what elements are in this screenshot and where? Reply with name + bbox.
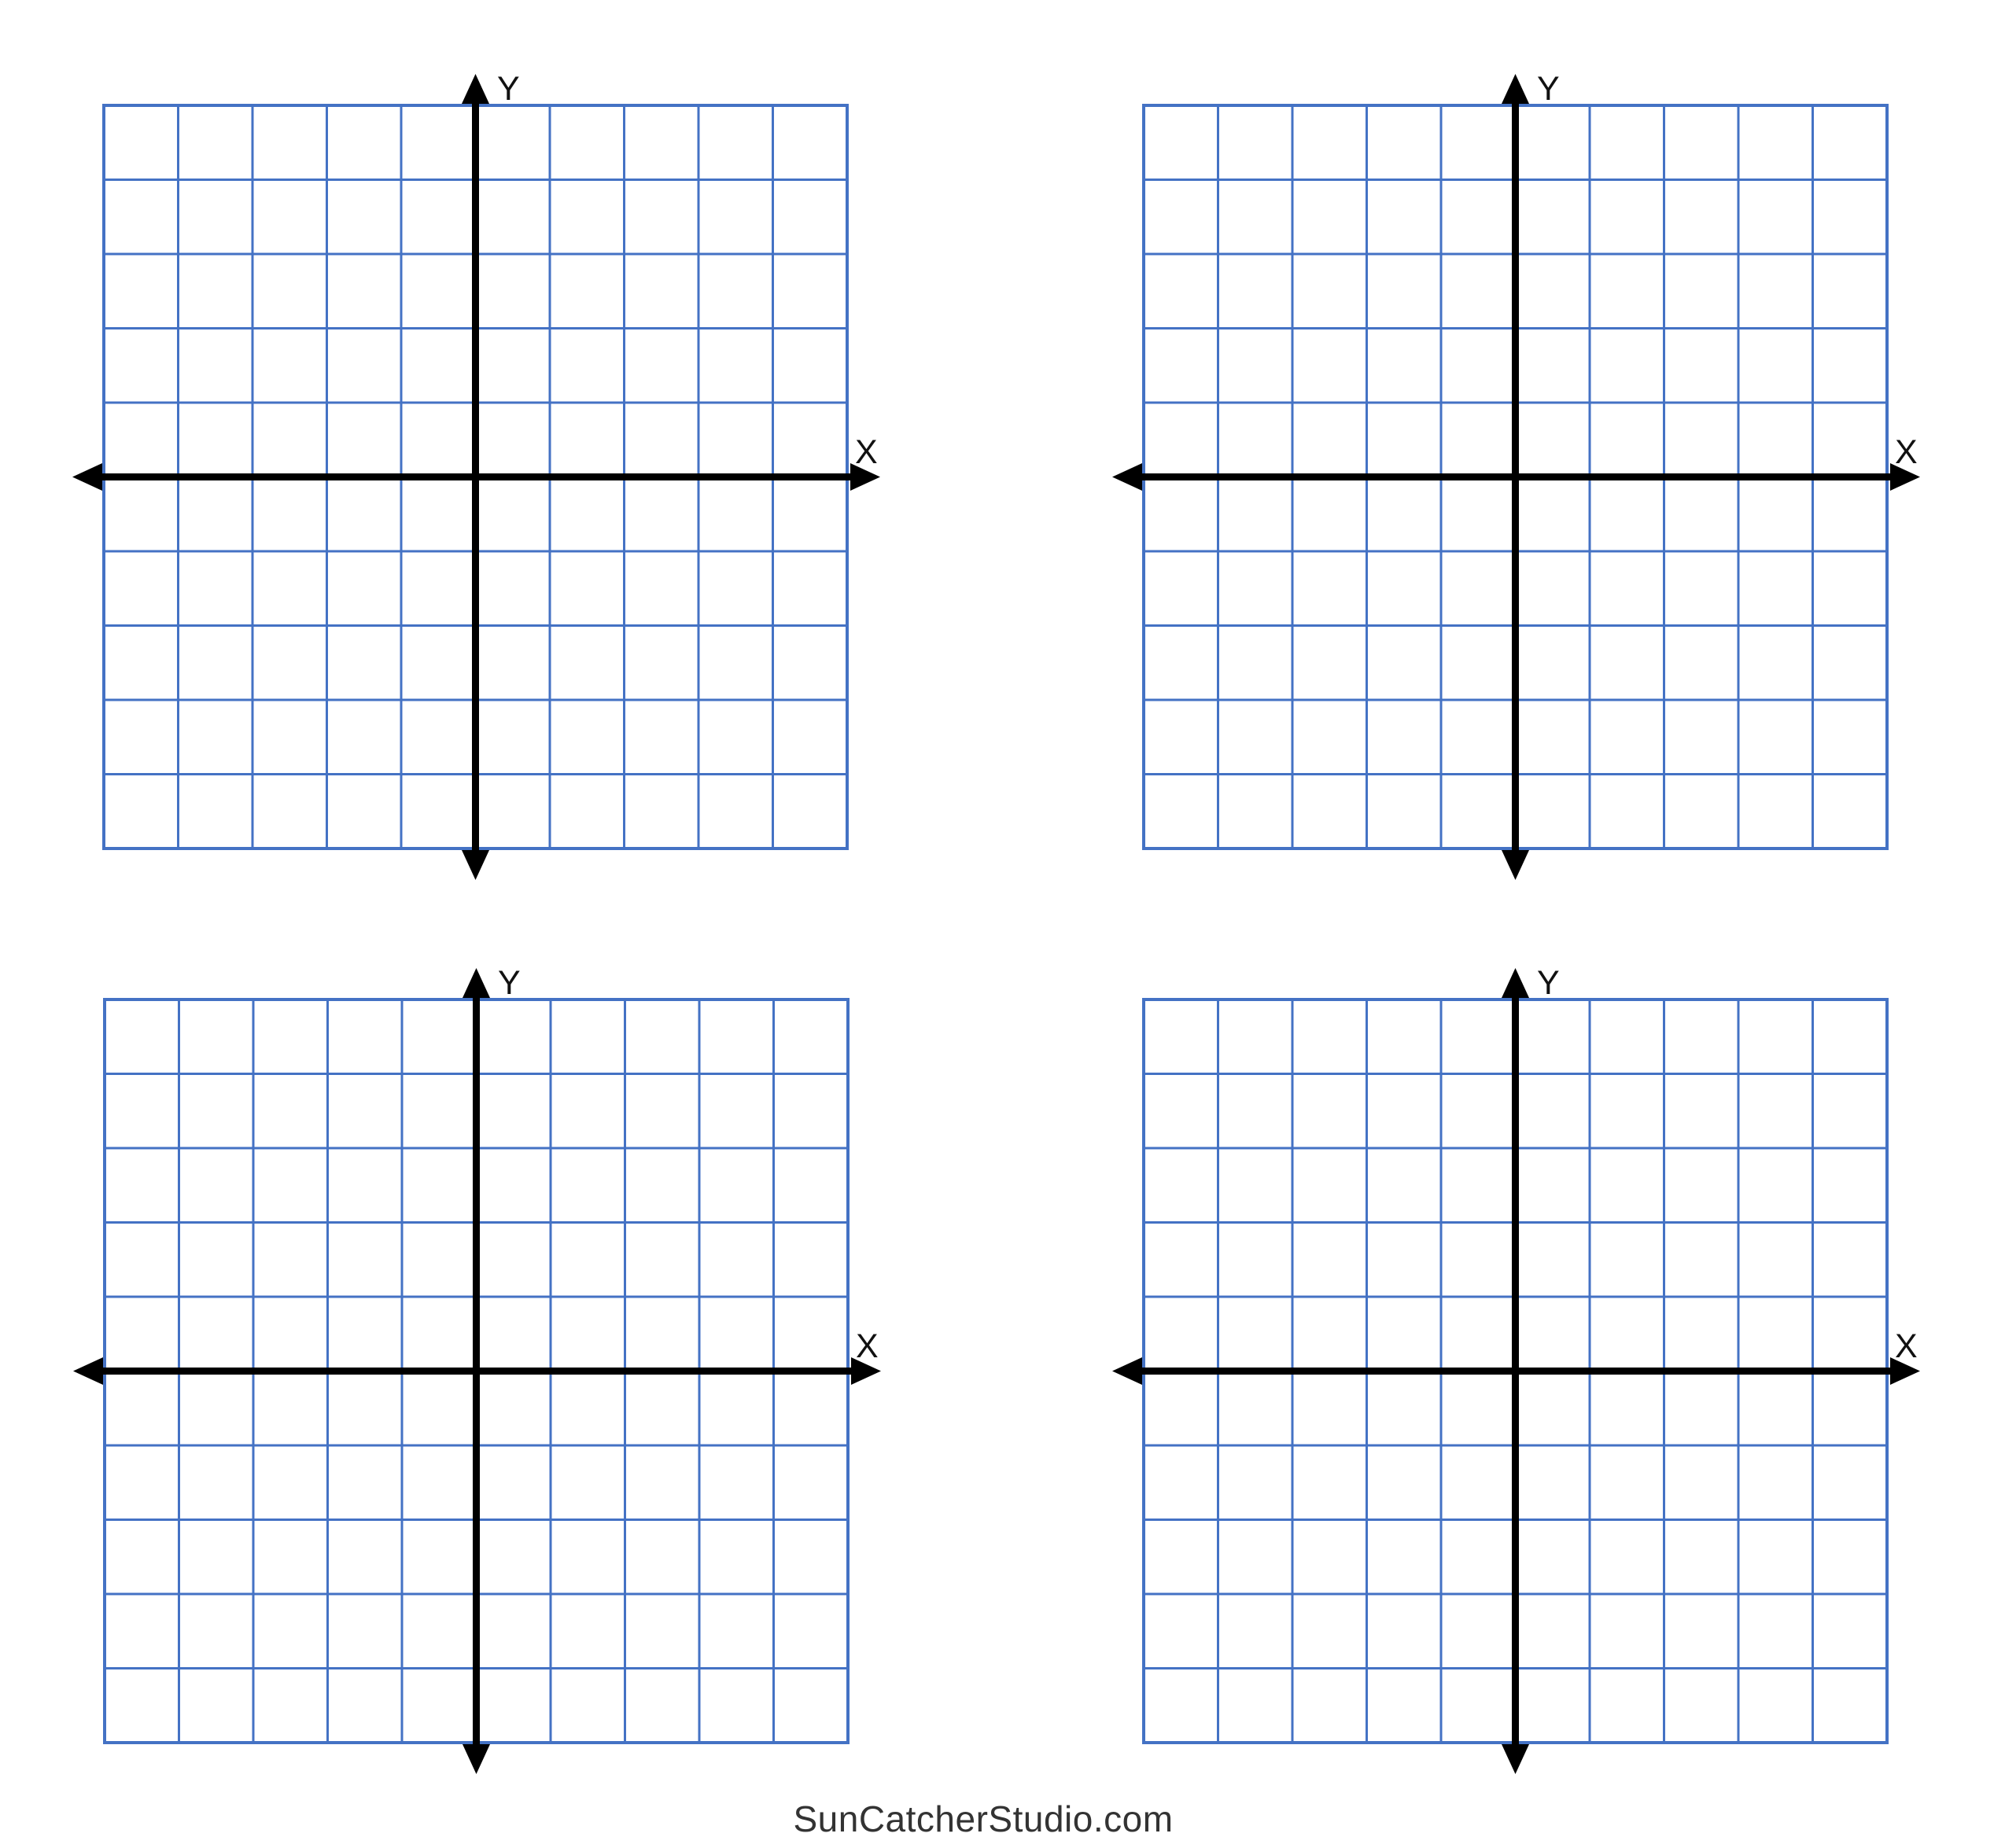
- x-axis-arrow-left: [1112, 1357, 1142, 1385]
- x-axis-arrow-left: [72, 463, 102, 491]
- x-axis-label: X: [1895, 433, 1918, 471]
- coordinate-plane-bottom-left: [69, 964, 887, 1780]
- y-axis-arrow-up: [1502, 74, 1529, 104]
- y-axis-label: Y: [498, 964, 521, 1002]
- y-axis-arrow-down: [1502, 850, 1529, 880]
- x-axis-arrow-left: [1112, 463, 1142, 491]
- x-axis-label: X: [1895, 1327, 1918, 1365]
- x-axis-label: X: [856, 1327, 879, 1365]
- y-axis-label: Y: [1537, 964, 1560, 1002]
- coordinate-plane-bottom-right: [1108, 964, 1926, 1780]
- y-axis-label: Y: [497, 70, 520, 108]
- y-axis-label: Y: [1537, 70, 1560, 108]
- x-axis-label: X: [855, 433, 878, 471]
- y-axis-arrow-down: [1502, 1744, 1529, 1774]
- x-axis-arrow-left: [73, 1357, 103, 1385]
- coordinate-plane-top-left: [68, 70, 886, 886]
- y-axis-arrow-up: [1502, 968, 1529, 998]
- y-axis-arrow-up: [463, 968, 490, 998]
- y-axis-arrow-up: [462, 74, 489, 104]
- y-axis-arrow-down: [462, 850, 489, 880]
- footer-credit: SunCatcherStudio.com: [793, 1798, 1174, 1839]
- y-axis-arrow-down: [463, 1744, 490, 1774]
- coordinate-plane-top-right: [1108, 70, 1926, 886]
